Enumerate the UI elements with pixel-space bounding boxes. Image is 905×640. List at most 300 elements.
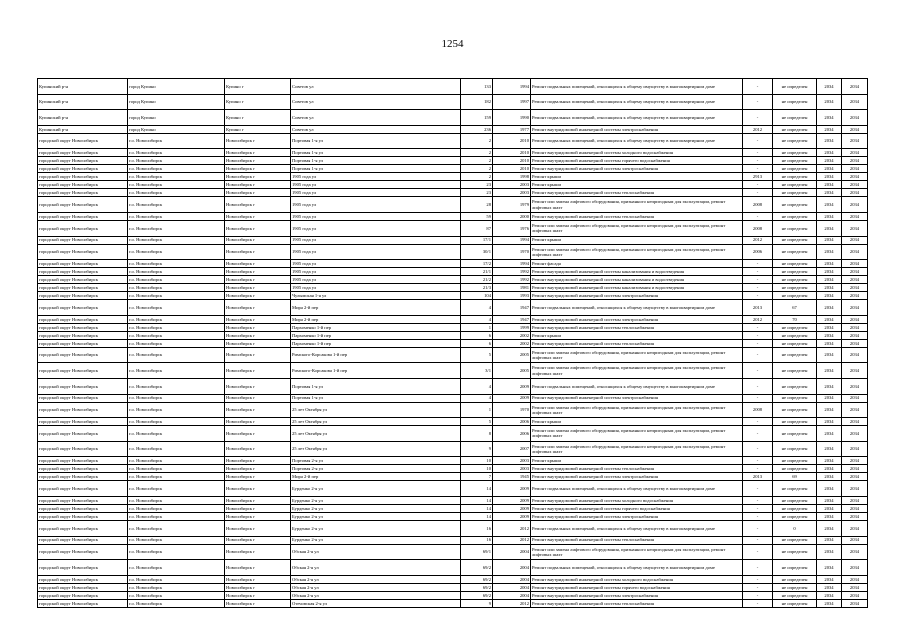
table-row [38, 292, 868, 300]
last-repair-year-cell: - [743, 292, 773, 300]
settlement-cell: г.о. Новосибирск [128, 276, 225, 284]
settlement-cell: г.о. Новосибирск [128, 560, 225, 576]
street-cell: Мира 2-й пер [291, 300, 461, 316]
district-cell: городской округ Новосибирск [38, 165, 128, 173]
locality-cell: Новосибирск г [225, 583, 291, 591]
settlement-cell: г.о. Новосибирск [128, 520, 225, 536]
table-row [38, 220, 868, 236]
table-row [38, 591, 868, 599]
district-cell: городской округ Новосибирск [38, 339, 128, 347]
last-repair-year-cell: - [743, 276, 773, 284]
last-repair-year-cell: - [743, 181, 773, 189]
plan-end-year-cell: 2034 [842, 363, 868, 379]
year-built-cell: 2003 [493, 465, 531, 473]
work-type-cell: Ремонт внутридомовой инженерной системы теплоснабжения [531, 323, 743, 331]
settlement-cell: г.о. Новосибирск [128, 181, 225, 189]
table-row [38, 165, 868, 173]
street-cell: Пархоменко 1-й пер [291, 331, 461, 339]
plan-start-year-cell: 2034 [817, 292, 842, 300]
year-built-cell: 2010 [493, 165, 531, 173]
plan-end-year-cell: 2034 [842, 347, 868, 363]
locality-cell: Новосибирск г [225, 173, 291, 181]
work-type-cell: Ремонт внутридомовой инженерной системы электроснабжения [531, 394, 743, 402]
wear-cell: не определен [773, 512, 817, 520]
house-number-cell: 133 [461, 79, 493, 95]
wear-cell: не определен [773, 323, 817, 331]
street-cell: 1905 года ул [291, 197, 461, 213]
settlement-cell: город Купино [128, 94, 225, 110]
work-type-cell: Ремонт или замена лифтового оборудования, признанного непригодным для эксплуатации, ремонт лифтовых шахт [531, 544, 743, 560]
locality-cell: Новосибирск г [225, 560, 291, 576]
plan-start-year-cell: 2034 [817, 536, 842, 544]
work-type-cell: Ремонт внутридомовой инженерной системы горячего водоснабжения [531, 157, 743, 165]
plan-end-year-cell: 2034 [842, 110, 868, 126]
street-cell: Портовая 1-я ул [291, 378, 461, 394]
locality-cell: Новосибирск г [225, 300, 291, 316]
plan-end-year-cell: 2034 [842, 300, 868, 316]
last-repair-year-cell: - [743, 575, 773, 583]
locality-cell: Новосибирск г [225, 236, 291, 244]
capital-repair-table [37, 78, 868, 608]
street-cell: 1905 года ул [291, 276, 461, 284]
district-cell: городской округ Новосибирск [38, 315, 128, 323]
house-number-cell: 21/3 [461, 284, 493, 292]
table-row [38, 347, 868, 363]
district-cell: городской округ Новосибирск [38, 173, 128, 181]
work-type-cell: Ремонт внутридомовой инженерной системы холодного водоснабжения [531, 149, 743, 157]
plan-start-year-cell: 2034 [817, 331, 842, 339]
work-type-cell: Ремонт внутридомовой инженерной системы канализования и водоотведения [531, 268, 743, 276]
work-type-cell: Ремонт внутридомовой инженерной системы электроснабжения [531, 165, 743, 173]
plan-end-year-cell: 2034 [842, 504, 868, 512]
settlement-cell: г.о. Новосибирск [128, 544, 225, 560]
street-cell: Пархоменко 1-й пер [291, 339, 461, 347]
district-cell: городской округ Новосибирск [38, 560, 128, 576]
district-cell: городской округ Новосибирск [38, 212, 128, 220]
last-repair-year-cell: 2008 [743, 197, 773, 213]
district-cell: городской округ Новосибирск [38, 220, 128, 236]
settlement-cell: г.о. Новосибирск [128, 402, 225, 418]
wear-cell: не определен [773, 133, 817, 149]
locality-cell: Новосибирск г [225, 189, 291, 197]
street-cell: Бурденко 2-я ул [291, 520, 461, 536]
year-built-cell: 2009 [493, 512, 531, 520]
plan-start-year-cell: 2034 [817, 426, 842, 442]
wear-cell: не определен [773, 504, 817, 512]
house-number-cell: 14 [461, 496, 493, 504]
locality-cell: Новосибирск г [225, 465, 291, 473]
house-number-cell: 4 [461, 394, 493, 402]
district-cell: городской округ Новосибирск [38, 575, 128, 583]
last-repair-year-cell: - [743, 496, 773, 504]
house-number-cell: 23 [461, 189, 493, 197]
locality-cell: Новосибирск г [225, 339, 291, 347]
settlement-cell: г.о. Новосибирск [128, 212, 225, 220]
house-number-cell: 7 [461, 473, 493, 481]
last-repair-year-cell: - [743, 347, 773, 363]
plan-end-year-cell: 2034 [842, 575, 868, 583]
work-type-cell: Ремонт подвальных помещений, относящихся к общему имуществу в многоквартирном доме [531, 94, 743, 110]
locality-cell: Новосибирск г [225, 292, 291, 300]
wear-cell: не определен [773, 544, 817, 560]
district-cell: городской округ Новосибирск [38, 268, 128, 276]
wear-cell: не определен [773, 599, 817, 607]
table-body [38, 79, 868, 608]
house-number-cell: 21/1 [461, 268, 493, 276]
locality-cell: Новосибирск г [225, 260, 291, 268]
house-number-cell: 10 [461, 465, 493, 473]
last-repair-year-cell: - [743, 583, 773, 591]
last-repair-year-cell: - [743, 331, 773, 339]
district-cell: Купинский р-н [38, 79, 128, 95]
year-built-cell: 2009 [493, 481, 531, 497]
house-number-cell: 21/2 [461, 276, 493, 284]
plan-end-year-cell: 2034 [842, 315, 868, 323]
work-type-cell: Ремонт внутридомовой инженерной системы горячего водоснабжения [531, 504, 743, 512]
locality-cell: Новосибирск г [225, 591, 291, 599]
plan-start-year-cell: 2034 [817, 378, 842, 394]
street-cell: 1905 года ул [291, 173, 461, 181]
district-cell: городской округ Новосибирск [38, 300, 128, 316]
plan-end-year-cell: 2034 [842, 157, 868, 165]
year-built-cell: 2005 [493, 347, 531, 363]
house-number-cell: 4 [461, 315, 493, 323]
plan-end-year-cell: 2034 [842, 536, 868, 544]
locality-cell: Новосибирск г [225, 481, 291, 497]
work-type-cell: Ремонт крыши [531, 418, 743, 426]
settlement-cell: г.о. Новосибирск [128, 481, 225, 497]
work-type-cell: Ремонт внутридомовой инженерной системы теплоснабжения [531, 599, 743, 607]
last-repair-year-cell: - [743, 157, 773, 165]
street-cell: Советов ул [291, 125, 461, 133]
plan-start-year-cell: 2034 [817, 133, 842, 149]
plan-start-year-cell: 2034 [817, 496, 842, 504]
wear-cell: не определен [773, 212, 817, 220]
locality-cell: Новосибирск г [225, 284, 291, 292]
year-built-cell: 2012 [493, 520, 531, 536]
work-type-cell: Ремонт или замена лифтового оборудования, признанного непригодным для эксплуатации, ремонт лифтовых шахт [531, 426, 743, 442]
street-cell: Мира 2-й пер [291, 473, 461, 481]
district-cell: городской округ Новосибирск [38, 323, 128, 331]
table-row [38, 520, 868, 536]
district-cell: городской округ Новосибирск [38, 244, 128, 260]
house-number-cell: 1 [461, 323, 493, 331]
plan-start-year-cell: 2034 [817, 125, 842, 133]
locality-cell: Новосибирск г [225, 544, 291, 560]
last-repair-year-cell: 2008 [743, 220, 773, 236]
locality-cell: Новосибирск г [225, 441, 291, 457]
table-row [38, 418, 868, 426]
locality-cell: Новосибирск г [225, 165, 291, 173]
district-cell: городской округ Новосибирск [38, 331, 128, 339]
settlement-cell: г.о. Новосибирск [128, 536, 225, 544]
page-number: 1254 [441, 38, 464, 50]
plan-end-year-cell: 2034 [842, 244, 868, 260]
year-built-cell: 1977 [493, 125, 531, 133]
plan-end-year-cell: 2034 [842, 465, 868, 473]
year-built-cell: 1994 [493, 79, 531, 95]
house-number-cell: 69/2 [461, 583, 493, 591]
locality-cell: Купино г [225, 79, 291, 95]
settlement-cell: г.о. Новосибирск [128, 268, 225, 276]
work-type-cell: Ремонт внутридомовой инженерной системы холодного водоснабжения [531, 575, 743, 583]
work-type-cell: Ремонт внутридомовой инженерной системы холодного водоснабжения [531, 496, 743, 504]
wear-cell: не определен [773, 347, 817, 363]
plan-end-year-cell: 2034 [842, 520, 868, 536]
locality-cell: Новосибирск г [225, 220, 291, 236]
last-repair-year-cell: - [743, 268, 773, 276]
table-row [38, 133, 868, 149]
plan-end-year-cell: 2034 [842, 284, 868, 292]
work-type-cell: Ремонт внутридомовой инженерной системы электроснабжения [531, 473, 743, 481]
plan-end-year-cell: 2034 [842, 79, 868, 95]
wear-cell: не определен [773, 591, 817, 599]
street-cell: 1905 года ул [291, 212, 461, 220]
year-built-cell: 2005 [493, 363, 531, 379]
work-type-cell: Ремонт подвальных помещений, относящихся к общему имуществу в многоквартирном доме [531, 300, 743, 316]
plan-end-year-cell: 2034 [842, 496, 868, 504]
district-cell: городской округ Новосибирск [38, 363, 128, 379]
plan-end-year-cell: 2034 [842, 212, 868, 220]
street-cell: Обская 2-я ул [291, 544, 461, 560]
district-cell: городской округ Новосибирск [38, 536, 128, 544]
plan-start-year-cell: 2034 [817, 260, 842, 268]
plan-start-year-cell: 2034 [817, 165, 842, 173]
district-cell: городской округ Новосибирск [38, 481, 128, 497]
street-cell: Отечовская 2-я ул [291, 599, 461, 607]
plan-end-year-cell: 2034 [842, 560, 868, 576]
work-type-cell: Ремонт крыши [531, 181, 743, 189]
street-cell: 1905 года ул [291, 268, 461, 276]
wear-cell: не определен [773, 110, 817, 126]
house-number-cell: 104 [461, 292, 493, 300]
year-built-cell: 1947 [493, 300, 531, 316]
plan-start-year-cell: 2034 [817, 339, 842, 347]
house-number-cell: 87 [461, 220, 493, 236]
year-built-cell: 1976 [493, 220, 531, 236]
last-repair-year-cell: 2006 [743, 244, 773, 260]
district-cell: городской округ Новосибирск [38, 149, 128, 157]
house-number-cell: 23 [461, 181, 493, 189]
house-number-cell: 6 [461, 339, 493, 347]
last-repair-year-cell: 2913 [743, 173, 773, 181]
plan-end-year-cell: 2034 [842, 181, 868, 189]
work-type-cell: Ремонт подвальных помещений, относящихся к общему имуществу в многоквартирном доме [531, 110, 743, 126]
last-repair-year-cell: - [743, 457, 773, 465]
wear-cell: не определен [773, 441, 817, 457]
house-number-cell: 17/2 [461, 260, 493, 268]
last-repair-year-cell: - [743, 110, 773, 126]
settlement-cell: город Купино [128, 79, 225, 95]
settlement-cell: г.о. Новосибирск [128, 575, 225, 583]
plan-end-year-cell: 2034 [842, 591, 868, 599]
street-cell: 25 лет Октября ул [291, 426, 461, 442]
settlement-cell: г.о. Новосибирск [128, 473, 225, 481]
table-row [38, 473, 868, 481]
street-cell: Бурденко 2-я ул [291, 512, 461, 520]
year-built-cell: 1945 [493, 473, 531, 481]
district-cell: городской округ Новосибирск [38, 591, 128, 599]
last-repair-year-cell: - [743, 512, 773, 520]
settlement-cell: г.о. Новосибирск [128, 284, 225, 292]
plan-end-year-cell: 2034 [842, 418, 868, 426]
wear-cell: 67 [773, 300, 817, 316]
plan-start-year-cell: 2034 [817, 197, 842, 213]
year-built-cell: 2003 [493, 181, 531, 189]
table-row [38, 276, 868, 284]
plan-start-year-cell: 2034 [817, 157, 842, 165]
locality-cell: Новосибирск г [225, 323, 291, 331]
house-number-cell: 5 [461, 347, 493, 363]
work-type-cell: Ремонт внутридомовой инженерной системы электроснабжения [531, 315, 743, 323]
table-row [38, 339, 868, 347]
plan-end-year-cell: 2034 [842, 481, 868, 497]
work-type-cell: Ремонт внутридомовой инженерной системы теплоснабжения [531, 212, 743, 220]
work-type-cell: Ремонт подвальных помещений, относящихся к общему имуществу в многоквартирном доме [531, 560, 743, 576]
house-number-cell: 28 [461, 197, 493, 213]
street-cell: Портовая 1-я ул [291, 133, 461, 149]
street-cell: 1905 года ул [291, 189, 461, 197]
year-built-cell: 1979 [493, 197, 531, 213]
locality-cell: Новосибирск г [225, 315, 291, 323]
settlement-cell: г.о. Новосибирск [128, 457, 225, 465]
house-number-cell: 69/2 [461, 575, 493, 583]
year-built-cell: 2004 [493, 560, 531, 576]
district-cell: городской округ Новосибирск [38, 465, 128, 473]
year-built-cell: 2004 [493, 575, 531, 583]
locality-cell: Новосибирск г [225, 276, 291, 284]
last-repair-year-cell: 2013 [743, 473, 773, 481]
plan-start-year-cell: 2034 [817, 149, 842, 157]
table-row [38, 197, 868, 213]
locality-cell: Новосибирск г [225, 244, 291, 260]
house-number-cell: 9 [461, 599, 493, 607]
table-row [38, 481, 868, 497]
plan-end-year-cell: 2034 [842, 599, 868, 607]
house-number-cell: 4 [461, 378, 493, 394]
work-type-cell: Ремонт или замена лифтового оборудования, признанного непригодным для эксплуатации, ремонт лифтовых шахт [531, 244, 743, 260]
plan-start-year-cell: 2034 [817, 189, 842, 197]
year-built-cell: 2003 [493, 189, 531, 197]
district-cell: городской округ Новосибирск [38, 599, 128, 607]
table-row [38, 94, 868, 110]
plan-start-year-cell: 2034 [817, 94, 842, 110]
house-number-cell: 2 [461, 173, 493, 181]
plan-end-year-cell: 2034 [842, 441, 868, 457]
plan-end-year-cell: 2034 [842, 197, 868, 213]
settlement-cell: г.о. Новосибирск [128, 197, 225, 213]
year-built-cell: 1992 [493, 268, 531, 276]
district-cell: городской округ Новосибирск [38, 402, 128, 418]
street-cell: 25 лет Октября ул [291, 418, 461, 426]
table-row [38, 512, 868, 520]
street-cell: 1905 года ул [291, 236, 461, 244]
house-number-cell: 16 [461, 536, 493, 544]
plan-start-year-cell: 2034 [817, 504, 842, 512]
plan-end-year-cell: 2034 [842, 394, 868, 402]
settlement-cell: г.о. Новосибирск [128, 173, 225, 181]
wear-cell: не определен [773, 536, 817, 544]
table-row [38, 504, 868, 512]
district-cell: городской округ Новосибирск [38, 504, 128, 512]
work-type-cell: Ремонт крыши [531, 331, 743, 339]
table-row [38, 457, 868, 465]
plan-end-year-cell: 2034 [842, 583, 868, 591]
settlement-cell: г.о. Новосибирск [128, 236, 225, 244]
settlement-cell: г.о. Новосибирск [128, 394, 225, 402]
street-cell: Бурденко 2-я ул [291, 481, 461, 497]
plan-end-year-cell: 2034 [842, 268, 868, 276]
district-cell: городской округ Новосибирск [38, 457, 128, 465]
year-built-cell: 1970 [493, 244, 531, 260]
district-cell: Купинский р-н [38, 110, 128, 126]
street-cell: 1905 года ул [291, 220, 461, 236]
last-repair-year-cell: - [743, 599, 773, 607]
street-cell: Обская 2-я ул [291, 575, 461, 583]
table-row [38, 181, 868, 189]
year-built-cell: 1970 [493, 402, 531, 418]
settlement-cell: г.о. Новосибирск [128, 165, 225, 173]
locality-cell: Новосибирск г [225, 426, 291, 442]
work-type-cell: Ремонт внутридомовой инженерной системы теплоснабжения [531, 465, 743, 473]
house-number-cell: 16 [461, 520, 493, 536]
street-cell: Портовая 1-я ул [291, 165, 461, 173]
district-cell: городской округ Новосибирск [38, 473, 128, 481]
locality-cell: Новосибирск г [225, 599, 291, 607]
last-repair-year-cell: - [743, 560, 773, 576]
district-cell: городской округ Новосибирск [38, 236, 128, 244]
wear-cell: не определен [773, 465, 817, 473]
street-cell: Обская 2-я ул [291, 560, 461, 576]
plan-start-year-cell: 2034 [817, 465, 842, 473]
plan-end-year-cell: 2034 [842, 165, 868, 173]
wear-cell: не определен [773, 149, 817, 157]
year-built-cell: 1998 [493, 173, 531, 181]
table-row [38, 260, 868, 268]
street-cell: Обская 2-я ул [291, 583, 461, 591]
street-cell: Портовая 1-я ул [291, 149, 461, 157]
work-type-cell: Ремонт или замена лифтового оборудования, признанного непригодным для эксплуатации, ремонт лифтовых шахт [531, 441, 743, 457]
year-built-cell: 2003 [493, 457, 531, 465]
year-built-cell: 1981 [493, 284, 531, 292]
year-built-cell: 2000 [493, 212, 531, 220]
plan-end-year-cell: 2034 [842, 276, 868, 284]
settlement-cell: г.о. Новосибирск [128, 244, 225, 260]
settlement-cell: г.о. Новосибирск [128, 260, 225, 268]
settlement-cell: г.о. Новосибирск [128, 441, 225, 457]
work-type-cell: Ремонт внутридомовой инженерной системы теплоснабжения [531, 339, 743, 347]
street-cell: 25 лет Октября ул [291, 402, 461, 418]
wear-cell: не определен [773, 189, 817, 197]
table-row [38, 110, 868, 126]
wear-cell: не определен [773, 339, 817, 347]
work-type-cell: Ремонт внутридомовой инженерной системы канализования и водоотведения [531, 284, 743, 292]
street-cell: Портовая 1-я ул [291, 394, 461, 402]
table-row [38, 536, 868, 544]
wear-cell: 70 [773, 315, 817, 323]
year-built-cell: 1994 [493, 236, 531, 244]
plan-start-year-cell: 2034 [817, 418, 842, 426]
locality-cell: Новосибирск г [225, 268, 291, 276]
year-built-cell: 1997 [493, 94, 531, 110]
wear-cell: не определен [773, 575, 817, 583]
plan-end-year-cell: 2034 [842, 260, 868, 268]
plan-start-year-cell: 2034 [817, 347, 842, 363]
street-cell: Советов ул [291, 79, 461, 95]
house-number-cell: 2 [461, 165, 493, 173]
table-row [38, 363, 868, 379]
table-row [38, 465, 868, 473]
